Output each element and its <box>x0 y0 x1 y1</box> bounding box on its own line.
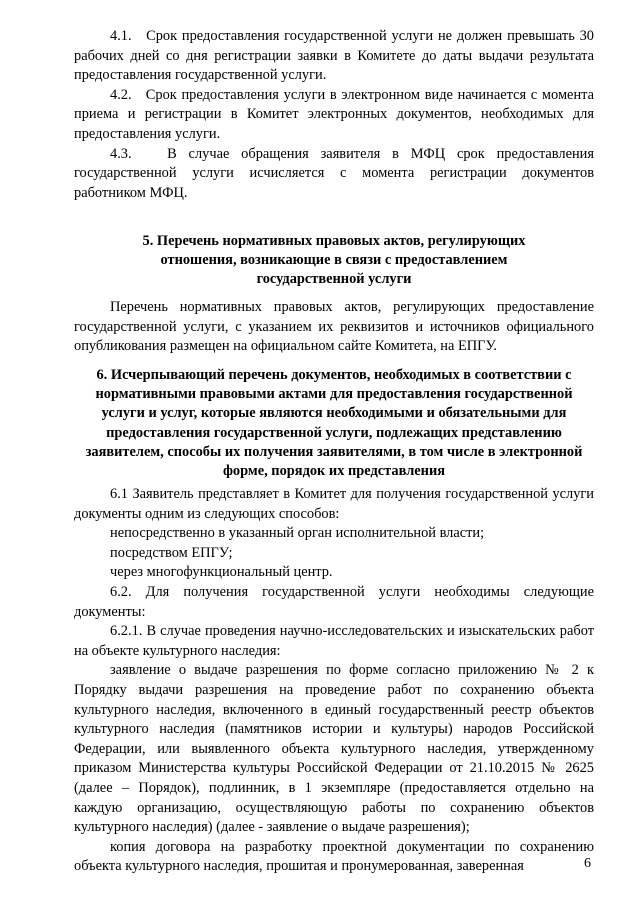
page-number: 6 <box>584 856 591 871</box>
list-item-mfc: через многофункциональный центр. <box>110 564 333 581</box>
paragraph-6-2: 6.2. Для получения государственной услуги необходимы следующие документы: <box>74 583 594 620</box>
paragraph-application: заявление о выдаче разрешения по форме согласно приложению № 2 к Порядку выдачи разрешения на проведение работ по сохранению объекта культурного наследия, включенного в единый государственный реестр объектов культурного наследия (памятников истории и культуры) народов Российской Федерации, или выявленного объекта культурного наследия, утвержденному приказом Министерства культуры Российской Федерации от 21.10.2015 № 2625 (далее – Порядок), подлинник, в 1 экземпляре (предоставляется отдельно на каждую организацию, осуществляющую работы по сохранению объектов культурного наследия) (далее - заявление о выдаче разрешения); <box>74 662 594 836</box>
paragraph-4-2: 4.2. Срок предоставления услуги в электронном виде начинается с момента приема и регистрации в Комитет электронных документов, необходимых для предоставления услуги. <box>74 86 594 142</box>
section-6-body <box>74 485 594 877</box>
list-item-epgu: посредством ЕПГУ; <box>110 544 233 561</box>
list-item-direct: непосредственно в указанный орган исполнительной власти; <box>110 525 485 542</box>
section-4 <box>74 27 594 203</box>
section-5-heading: 5. Перечень нормативных правовых актов, регулирующих отношения, возникающие в связи с предоставлением государственной услуги <box>142 233 526 288</box>
paragraph-5: Перечень нормативных правовых актов, регулирующих предоставление государственной услуги, с указанием их реквизитов и источников официального опубликования размещен на официальном сайте Комитета, на ЕПГУ. <box>74 299 594 355</box>
paragraph-4-1: 4.1. Срок предоставления государственной услуги не должен превышать 30 рабочих дней со дня регистрации заявки в Комитете до даты выдачи результата предоставления государственной услуги. <box>74 28 594 84</box>
paragraph-contract-copy: копия договора на разработку проектной документации по сохранению объекта культурного наследия, прошитая и пронумерованная, заверенная <box>74 838 594 875</box>
section-5-body <box>74 298 594 357</box>
paragraph-6-1: 6.1 Заявитель представляет в Комитет для получения государственной услуги документы одним из следующих способов: <box>74 486 594 522</box>
section-6-heading: 6. Исчерпывающий перечень документов, необходимых в соответствии с нормативными правовыми актами для предоставления государственной услуги и услуг, которые являются необходимыми и обязательными для предоставления государственной услуги, подлежащих представлению заявителем, способы их получения заявителями, в том числе в электронной форме, порядок их представления <box>85 367 583 480</box>
paragraph-6-2-1: 6.2.1. В случае проведения научно-исследовательских и изыскательских работ на объекте культурного наследия: <box>74 623 594 659</box>
paragraph-4-3: 4.3. В случае обращения заявителя в МФЦ срок предоставления государственной услуги исчисляется с момента регистрации документов работником МФЦ. <box>74 145 594 201</box>
